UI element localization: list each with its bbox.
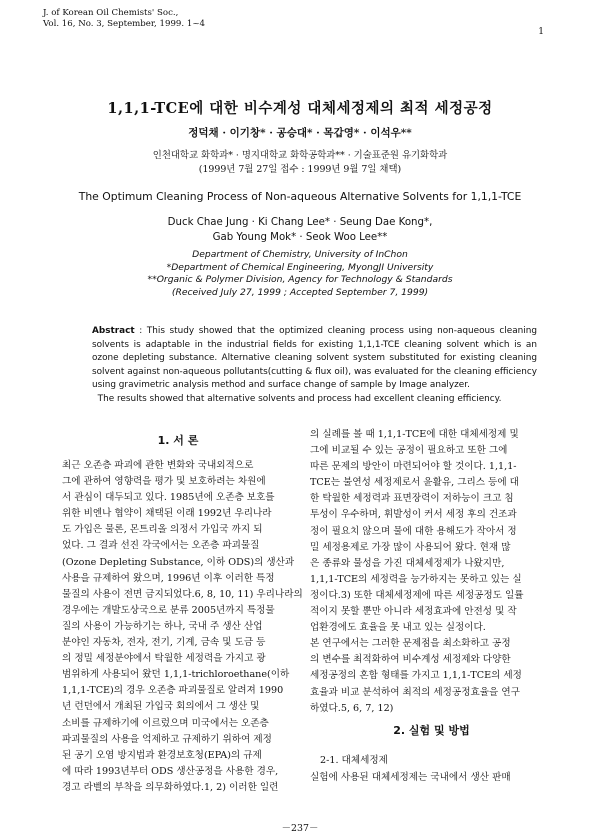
body-line: 업환경에도 효율을 못 내고 있는 실정이다.	[310, 622, 486, 634]
body-line: 었다. 그 결과 선진 각국에서는 오존층 파괴물질	[62, 540, 260, 552]
body-line: 된 공기 오염 방지법과 환경보호청(EPA)의 규제	[62, 749, 262, 761]
body-line: 효율과 비교 분석하여 최적의 세정공정효율을 연구	[310, 686, 520, 698]
body-line: 에 따라 1993년부터 ODS 생산공정을 사용한 경우,	[62, 765, 279, 777]
affiliation-english-line: *Department of Chemical Engineering, MyongJI University	[166, 261, 434, 273]
affiliation-korean-line: 인천대학교 화학과* · 명지대학교 화학공학과** · 기술표준원 유기화학과	[152, 150, 448, 161]
abstract-text: This study showed that the optimized cleaning process using non-aqueous cleaning solvents is adaptable in the industrial fields for existing 1,1,1-TCE cleaning solvent which is an ozone depleting substance. Alternative cleaning solvent system substituted for existing cleaning solvent against non-aqueous pollutants(cutting & flux oil), was evaluated for the cleaning efficiency using gravimetric analysis method and surface change of sample by Image analyzer.	[92, 326, 537, 390]
body-line: 그에 비교될 수 있는 공정이 필요하고 또한 그에	[310, 445, 508, 457]
body-line: 1,1,1-TCE)의 경우 오존층 파괴물질로 알려져 1990	[62, 685, 284, 697]
affiliation-english-line: Department of Chemistry, University of InChon	[192, 249, 408, 260]
abstract-paragraph: Abstract : This study showed that the optimized cleaning process using non-aqueous cleaning solvents is adaptable in the industrial fields for existing 1,1,1-TCE cleaning solvent which is an ozone depleting substance. Alternative cleaning solvent system substituted for existing cleaning solvent against non-aqueous pollutants(cutting & flux oil), was evaluated for the cleaning efficiency using gravimetric analysis method and surface change of sample by Image analyzer.	[92, 326, 537, 390]
body-line: 은 종류와 물성을 가진 대체세정제가 나왔지만,	[310, 557, 505, 569]
page-number: 1	[538, 27, 544, 37]
abstract	[92, 325, 537, 406]
affiliation-english	[0, 249, 600, 299]
right-column	[310, 427, 553, 717]
title-english: The Optimum Cleaning Process of Non-aqueous Alternative Solvents for 1,1,1-TCE	[78, 190, 522, 203]
body-line: 범위하게 사용되어 왔던 1,1,1-trichloroethane(이하	[62, 669, 290, 681]
body-line: 정이 필요치 않으며 물에 대한 용해도가 작아서 정	[310, 525, 517, 537]
footer-page-number: －237－	[281, 823, 319, 834]
body-line: 물질의 사용이 전면 금지되었다.6, 8, 10, 11) 우리나라의	[62, 588, 303, 600]
body-line: 경우에는 개발도상국으로 분류 2005년까지 특정물	[62, 604, 275, 616]
body-line: (Ozone Depleting Substance, 이하 ODS)의 생산과	[62, 556, 295, 568]
authors-english-line: Duck Chae Jung · Ki Chang Lee* · Seung Dae Kong*,	[167, 217, 433, 228]
authors-korean: 정덕채 · 이기창* · 공승대* · 목갑영* · 이석우**	[188, 127, 412, 139]
body-line: 최근 오존층 파괴에 관한 변화와 국내외적으로	[62, 460, 254, 471]
body-line: 실험에 사용된 대체세정제는 국내에서 생산 판매	[310, 772, 511, 783]
body-line: 정이다.3) 또한 대체세정제에 따른 세정공정도 일률	[310, 589, 524, 601]
body-line: TCE는 불연성 세정제로서 윤활유, 그리스 등에 대	[310, 477, 519, 489]
left-column	[62, 458, 303, 796]
affiliation-english-line: **Organic & Polymer Division, Agency for Technology & Standards	[147, 274, 453, 285]
abstract-text: The results showed that alternative solvents and process had excellent cleaning efficiency.	[97, 393, 502, 404]
authors-english	[0, 215, 600, 245]
body-line: 경고 라벨의 부착을 의무화하였다.1, 2) 이러한 일련	[62, 781, 279, 793]
body-line: 사용을 규제하여 왔으며, 1996년 이후 이러한 특정	[62, 572, 275, 584]
body-line: 적이지 못할 뿐만 아니라 세정효과에 안전성 및 작	[310, 606, 517, 618]
body-line: 한 탁월한 세정력과 표면장력이 저하능이 크고 침	[310, 493, 514, 505]
body-line: 의 정밀 세정분야에서 탁월한 세정력을 가지고 광	[62, 653, 266, 665]
section-title-introduction: 1. 서 론	[157, 434, 199, 447]
body-line: 질의 사용이 가능하기는 하나, 국내 주 생산 산업	[62, 620, 263, 632]
body-line: 하였다.5, 6, 7, 12)	[310, 702, 394, 714]
body-line: 파괴물질의 사용을 억제하고 규제하기 위하여 제정	[62, 733, 272, 745]
journal-header	[43, 8, 263, 30]
body-line: 투성이 우수하며, 휘발성이 커서 세정 후의 건조과	[310, 509, 517, 521]
journal-name: J. of Korean Oil Chemists' Soc.,	[43, 8, 179, 18]
section-title-methods: 2. 실험 및 방법	[393, 724, 470, 737]
subsection-title: 2-1. 대체세정제	[320, 755, 388, 766]
abstract-paragraph	[92, 393, 537, 407]
abstract-label: Abstract	[92, 326, 135, 336]
received-date-korean: (1999년 7월 27일 접수 : 1999년 9월 7일 채택)	[198, 164, 402, 175]
body-line: 의 변수를 최적화하여 비수계성 세정제와 다양한	[310, 654, 511, 666]
body-line: 1,1,1-TCE의 세정력을 능가하지는 못하고 있는 실	[310, 573, 522, 585]
body-line: 세정공정의 혼합 형태를 가지고 1,1,1-TCE의 세정	[310, 670, 522, 682]
body-line: 그에 관하여 영향력을 평가 및 보호하려는 차원에	[62, 476, 266, 488]
journal-volume: Vol. 16, No. 3, September, 1999. 1~4	[43, 19, 205, 29]
body-line: 의 실례를 볼 때 1,1,1-TCE에 대한 대체세정제 및	[310, 429, 519, 440]
right-column-last	[310, 770, 553, 786]
body-line: 위한 비엔나 협약이 채택된 이래 1992년 우리나라	[62, 508, 272, 520]
body-line: 도 가입은 물론, 몬트리올 의정서 가입국 까지 되	[62, 524, 263, 536]
body-line: 본 연구에서는 그러한 문제점을 최소화하고 공정	[310, 638, 511, 650]
body-line: 소비를 규제하기에 이르렀으며 미국에서는 오존층	[62, 717, 269, 729]
affiliation-korean	[0, 149, 600, 177]
body-line: 년 런던에서 개최된 가입국 회의에서 그 생산 및	[62, 701, 260, 713]
title-korean: 1,1,1-TCE에 대한 비수계성 대체세정제의 최적 세정공정	[107, 100, 493, 117]
received-date-english: (Received July 27, 1999 ; Accepted September 7, 1999)	[171, 286, 429, 298]
body-line: 서 관심이 대두되고 있다. 1985년에 오존층 보호를	[62, 492, 275, 504]
body-line: 분야인 자동차, 전자, 전기, 기계, 금속 및 도금 등	[62, 637, 266, 649]
body-line: 따른 문제의 방안이 마련되어야 할 것이다. 1,1,1-	[310, 461, 517, 473]
authors-english-line: Gab Young Mok* · Seok Woo Lee**	[212, 232, 388, 243]
body-line: 밀 세정용제로 가장 많이 사용되어 왔다. 현재 많	[310, 541, 511, 553]
